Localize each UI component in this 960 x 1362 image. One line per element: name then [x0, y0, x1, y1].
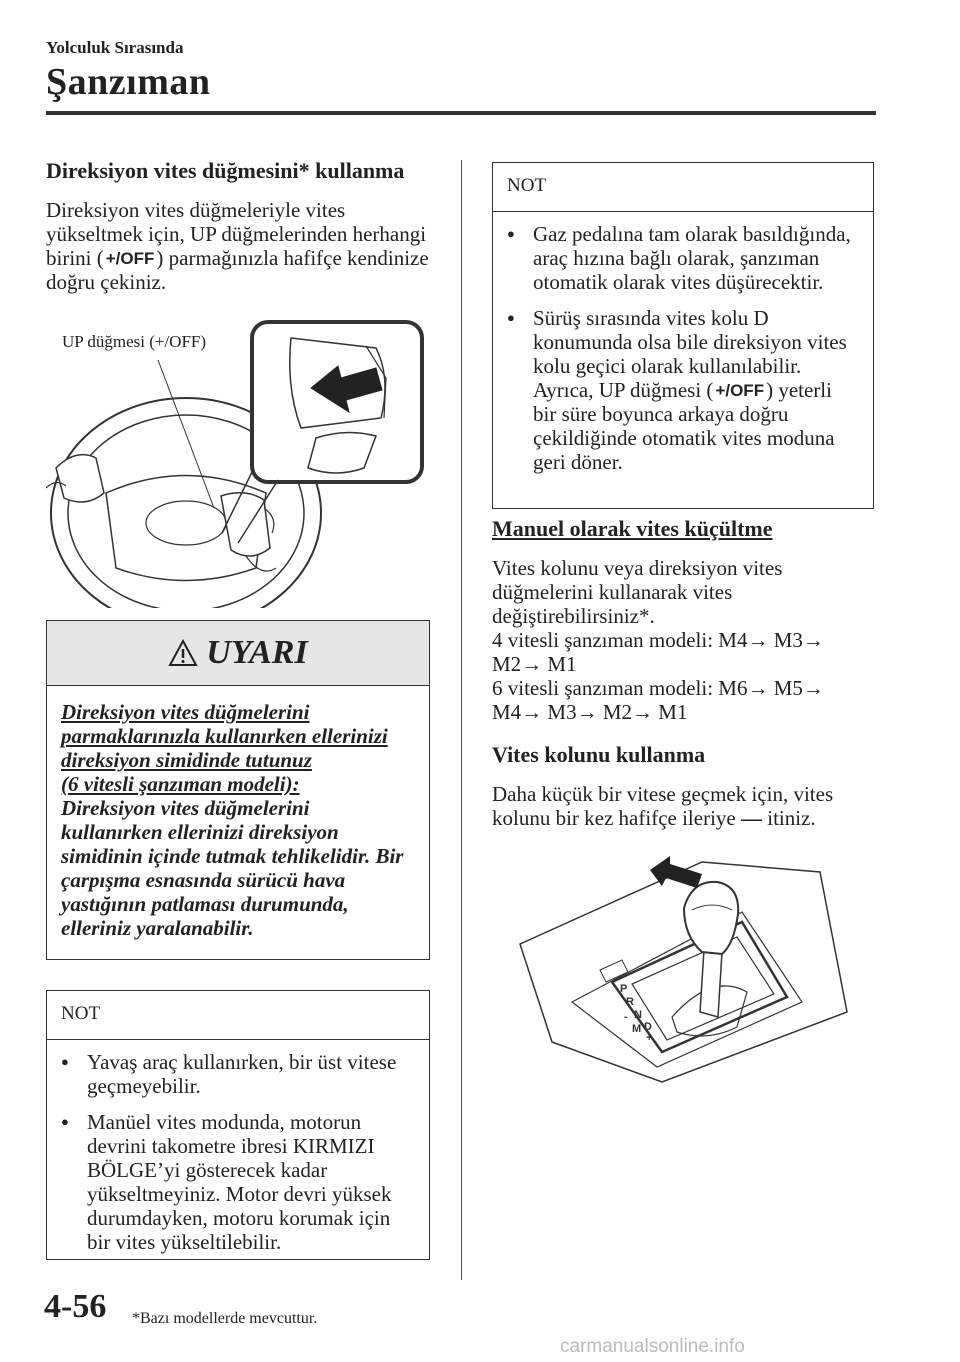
bullet-dot-icon: ● [61, 1114, 69, 1129]
watermark: carmanualsonline.info [560, 1336, 745, 1357]
right-hand [221, 493, 270, 556]
left-hand [56, 455, 104, 502]
gate-label-p: P [620, 983, 628, 995]
gate-label-r: R [626, 996, 634, 1008]
intro-paragraph [46, 198, 431, 294]
warning-text: Direksiyon vites düğmelerini kullanırken ellerinizi direksiyon simidinin içinde tutmak tehlikelidir. Bir çarpışma esnasında sürücü hava yastığının patlaması durumunda, elleriniz yaralanabilir. [61, 796, 404, 940]
sequence-4speed-a: 4 vitesli şanzıman modeli: M4→ M3→ [492, 628, 824, 652]
callout-leader-line [158, 360, 214, 508]
sequence-4speed-b: M2→ M1 [492, 652, 577, 676]
warning-line-1: Direksiyon vites düğmelerini [61, 700, 310, 724]
up-button-glyph: +/OFF [105, 249, 155, 268]
note-title-right: NOT [493, 163, 873, 212]
warning-box [46, 620, 430, 960]
console-outline [520, 862, 847, 1082]
steering-wheel-illustration [46, 318, 436, 608]
downshift-heading: Manuel olarak vites küçültme [492, 516, 773, 541]
title-rule [46, 111, 876, 115]
forward-direction-symbol: — [740, 806, 762, 830]
gate-label-minus: - [624, 1011, 628, 1023]
lever-heading: Vites kolunu kullanma [492, 742, 706, 767]
footnote: *Bazı modellerde mevcuttur. [132, 1310, 318, 1327]
note-left-bullet-1: ● Yavaş araç kullanırken, bir üst vitese geçmeyebilir. [61, 1050, 397, 1098]
sequence-6speed-b: M4→ M3→ M2→ M1 [492, 700, 688, 724]
figure-callout: UP düğmesi (+/OFF) [62, 332, 207, 351]
intro-text-pre: Direksiyon vites düğmeleriyle vites yükseltmek için, UP düğmelerinden herhangi birini ( [46, 198, 427, 270]
gate-surround [572, 912, 802, 1067]
note-box-right [492, 162, 874, 509]
section-label: Yolculuk Sırasında [46, 38, 184, 57]
note-left-bullet-2: ● Manüel vites modunda, motorun devrini takometre ibresi KIRMIZI BÖLGE’yi gösterecek kadar yükseltmeyiniz. Motor devri yüksek durumdayken, motoru korumak için bir vites yükseltilebilir. [61, 1110, 392, 1254]
warning-line-2: parmaklarınızla kullanırken ellerinizi [61, 724, 388, 748]
gate-label-m: M [632, 1023, 642, 1035]
warning-line-3: direksiyon simidinde tutunuz [61, 748, 312, 772]
warning-header [47, 621, 429, 686]
note-right-bullet-1: ● Gaz pedalına tam olarak basıldığında, araç hızına bağlı olarak, şanzıman otomatik olarak vites düşürecektir. [507, 222, 851, 294]
bullet-dot-icon: ● [61, 1054, 69, 1069]
warning-line-4: (6 vitesli şanzıman modeli): [61, 772, 300, 796]
bullet-dot-icon: ● [507, 310, 515, 325]
downshift-paragraph [492, 556, 877, 724]
forward-arrow-icon [650, 856, 702, 888]
page-number: 4-56 [44, 1288, 107, 1325]
gate-label-n: N [634, 1009, 642, 1021]
note-box-left [46, 990, 430, 1260]
note-title-left: NOT [47, 991, 429, 1040]
section-heading: Direksiyon vites düğmesini* kullanma [46, 158, 405, 183]
intro-text-post: ) parmağınızla hafifçe kendinize doğru çekiniz. [46, 246, 429, 294]
lever-stem [700, 950, 722, 1017]
up-button-glyph: +/OFF [715, 381, 765, 400]
gate-label-plus: + [646, 1032, 653, 1044]
lever-paragraph: Daha küçük bir vitese geçmek için, vites kolunu bir kez hafifçe ileriye — itiniz. [492, 782, 834, 830]
column-divider [461, 160, 462, 1280]
downshift-text: Vites kolunu veya direksiyon vites düğmelerini kullanarak vites değiştirebilirsiniz*. [492, 556, 783, 628]
note-right-bullet-2: ● Sürüş sırasında vites kolu D konumunda olsa bile direksiyon vites kolu geçici olarak kullanılabilir. Ayrıca, UP düğmesi ( +/OFF) yeterli bir süre boyunca arkaya doğru çekildiğinde otomatik vites moduna geri döner. [507, 306, 847, 474]
wheel-center-pad [146, 501, 226, 545]
shift-lever-illustration [512, 852, 852, 1102]
warning-title: UYARI [206, 634, 308, 671]
bullet-dot-icon: ● [507, 226, 515, 241]
sequence-6speed-a: 6 vitesli şanzıman modeli: M6→ M5→ [492, 676, 824, 700]
warning-triangle-icon [168, 639, 198, 667]
page-title: Şanzıman [46, 61, 211, 103]
warning-body [47, 686, 429, 954]
gate-label-d: D [644, 1021, 652, 1033]
shift-knob [684, 882, 738, 954]
